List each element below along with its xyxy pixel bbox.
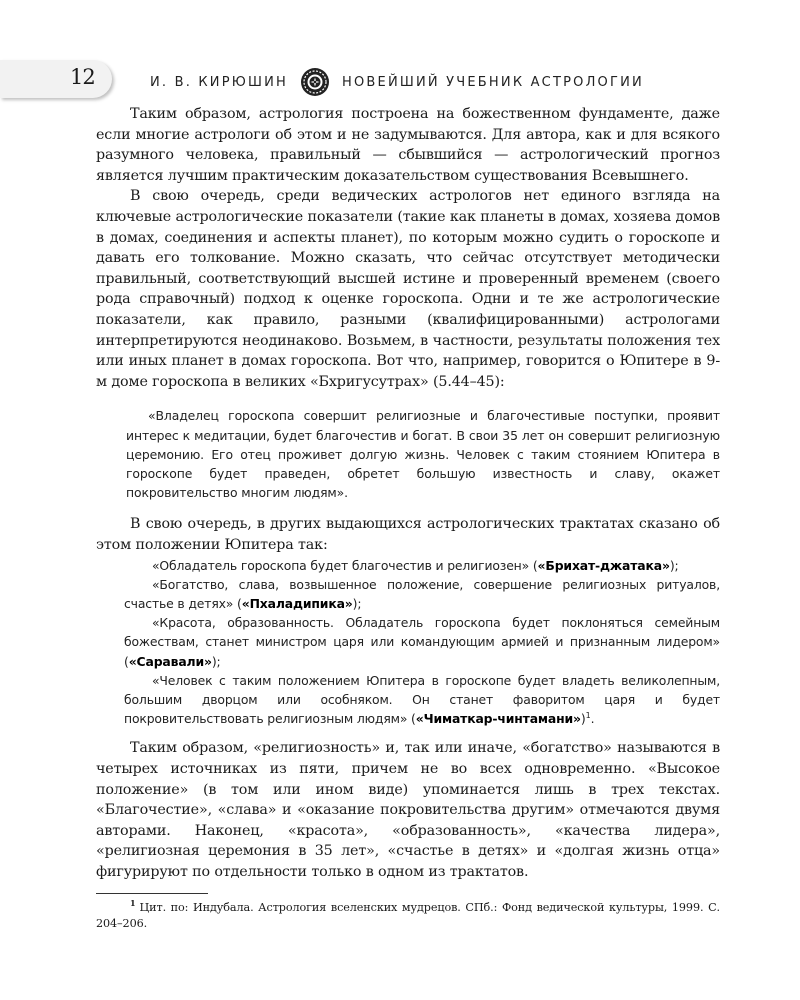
running-header: [0, 58, 800, 98]
footnote: [96, 897, 720, 932]
running-head: [150, 69, 650, 95]
quote-item: «Обладатель гороскопа будет благочестив и религиозен» («Брихат-джатака»);: [152, 557, 679, 573]
page-body: [96, 104, 720, 932]
quote-item: «Красота, образованность. Обладатель гороскопа будет поклоняться семейным божествам, станет министром царя или командующим армией и признанным лидером» («Саравали»);: [124, 615, 720, 669]
quote-source: «Саравали»: [128, 653, 212, 669]
book-title: НОВЕЙШИЙ УЧЕБНИК АСТРОЛОГИИ: [342, 74, 644, 90]
footnote-text: Цит. по: Индубала. Астрология вселенских мудрецов. СПб.: Фонд ведической культуры, 1999. С. 204–206.: [96, 900, 720, 930]
paragraph-4: Таким образом, «религиозность» и, так или иначе, «богатство» называются в четырех источниках из пяти, причем не во всех одновременно. «Высокое положение» (в том или ином виде) упоминается лишь в трех текстах. «Благочестие», «слава» и «оказание покровительства другим» отмечаются двумя авторами. Наконец, «красота», «образованность», «качества лидера», «религиозная церемония в 35 лет», «счастье в детях» и «долгая жизнь отца» фигурируют по отдельности только в одном из трактатов.: [96, 740, 720, 880]
quote-source: «Чиматкар-чинтамани»: [415, 711, 581, 727]
author-name: И. В. КИРЮШИН: [150, 74, 289, 90]
page-number: 12: [70, 65, 95, 89]
quote-item: «Человек с таким положением Юпитера в гороскопе будет владеть великолепным, большим дворцом или особняком. Он станет фаворитом царя и будет покровительствовать религиозным людям» («Чиматкар-чинтамани»)$^1$.: [124, 672, 720, 727]
mandala-ornament-icon: [300, 67, 330, 97]
paragraph-1: Таким образом, астрология построена на божественном фундаменте, даже если многие астрологи об этом и не задумываются. Для автора, как и для всякого разумного человека, правильный — сбывшийся — астрологический прогноз является лучшим практическим доказательством существования Всевышнего.: [96, 106, 720, 184]
quotes-list: [124, 556, 720, 729]
quote-source: «Брихат-джатака»: [537, 557, 670, 573]
footnote-reference[interactable]: 1: [585, 711, 591, 721]
paragraph-2: В свою очередь, среди ведических астрологов нет единого взгляда на ключевые астрологические показатели (такие как планеты в домах, хозяева домов в домах, соединения и аспекты планет), по которым можно судить о гороскопе и давать его толкование. Можно сказать, что сейчас отсутствует методически правильный, соответствующий высшей истине и проверенный временем (своего рода справочный) подход к оценке гороскопа. Одни и те же астрологические показатели, как правило, разными (квалифицированными) астрологами интерпретируются неодинаково. Возьмем, в частности, результаты положения тех или иных планет в домах гороскопа. Вот что, например, говорится о Юпитере в 9-м доме гороскопа в великих «Бхригусутрах» (5.44–45):: [96, 188, 720, 390]
quote-source: «Пхаладипика»: [241, 595, 353, 611]
paragraph-3: В свою очередь, в других выдающихся астрологических трактатах сказано об этом положении Юпитера так:: [96, 516, 720, 553]
footnote-number: 1: [130, 897, 136, 908]
quote-item: «Богатство, слава, возвышенное положение, совершение религиозных ритуалов, счастье в детях» («Пхаладипика»);: [124, 576, 720, 611]
page-number-tab: [0, 60, 112, 98]
footnote-divider: [96, 893, 208, 894]
block-quote: «Владелец гороскопа совершит религиозные и благочестивые поступки, проявит интерес к медитации, будет благочестив и богат. В свои 35 лет он совершит религиозную церемонию. Его отец проживет долгую жизнь. Человек с таким стоянием Юпитера в гороскопе будет праведен, обретет большую известность и славу, окажет покровительство многим людям».: [126, 408, 720, 501]
